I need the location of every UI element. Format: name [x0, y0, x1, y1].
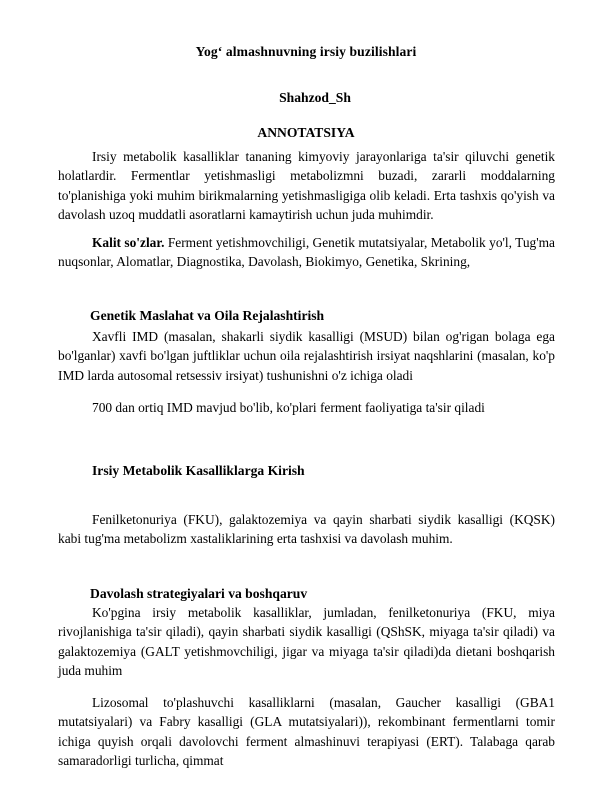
section-paragraph: Xavfli IMD (masalan, shakarli siydik kasalligi (MSUD) bilan og'rigan bolaga ega bo'lganlar) xavfi bo'lgan juftliklar uchun oila rejalashtirish irsiyat naqshlarini (masalan, ko'p IMD larda autosomal retsessiv irsiyat) tushunishni o'z ichiga oladi: [58, 329, 555, 383]
keywords-label: Kalit so'zlar.: [92, 235, 165, 250]
section-paragraph: Fenilketonuriya (FKU), galaktozemiya va qayin sharbati siydik kasalligi (KQSK) kabi tug'ma metabolizm xastaliklarining erta tashxisi va davolash muhim.: [58, 512, 555, 547]
keywords-text: Ferment yetishmovchiligi, Genetik mutatsiyalar, Metabolik yo'l, Tug'ma nuqsonlar, Alomatlar, Diagnostika, Davolash, Biokimyo, Genetika, Skrining,: [58, 235, 555, 270]
document-title: Yog‘ almashnuvning irsiy buzilishlari: [195, 44, 417, 59]
keywords-paragraph: [58, 233, 555, 272]
section-paragraph: Ko'pgina irsiy metabolik kasalliklar, jumladan, fenilketonuriya (FKU, miya rivojlanishiga ta'sir qiladi), qayin sharbati siydik kasalligi (QShSK, miyaga ta'sir qiladi) va galaktozemiya (GALT yetishmovchiligi, jigar va miyaga ta'sir qiladi)da dietani boshqarish juda muhim: [58, 605, 555, 679]
annotation-text: Irsiy metabolik kasalliklar tananing kimyoviy jarayonlariga ta'sir qiluvchi genetik holatlardir. Fermentlar yetishmasligi metabolizmni buzadi, zararli moddalarning to'planishiga yoki muhim birikmalarning yetishmasligiga olib keladi. Erta tashxis qo'yish va davolash uzoq muddatli asoratlarni kamaytirish uchun juda muhimdir.: [58, 149, 555, 223]
section-paragraph: 700 dan ortiq IMD mavjud bo'lib, ko'plari ferment faoliyatiga ta'sir qiladi: [92, 400, 485, 415]
section-heading-introduction: Irsiy Metabolik Kasalliklarga Kirish: [92, 463, 305, 478]
section-heading-genetic-counseling: Genetik Maslahat va Oila Rejalashtirish: [90, 308, 325, 323]
section-paragraph: Lizosomal to'plashuvchi kasalliklarni (masalan, Gaucher kasalligi (GBA1 mutatsiyalari) va Fabry kasalligi (GLA mutatsiyalari)), rekombinant fermentlarni tomir ichiga quyish orqali davolovchi ferment almashinuvi terapiyasi (ERT). Talabaga qarab samaradorligi turlicha, qimmat: [58, 695, 555, 769]
author-name: Shahzod_Sh: [279, 90, 351, 105]
annotation-heading: ANNOTATSIYA: [257, 125, 355, 140]
section-heading-treatment: Davolash strategiyalari va boshqaruv: [90, 586, 308, 601]
